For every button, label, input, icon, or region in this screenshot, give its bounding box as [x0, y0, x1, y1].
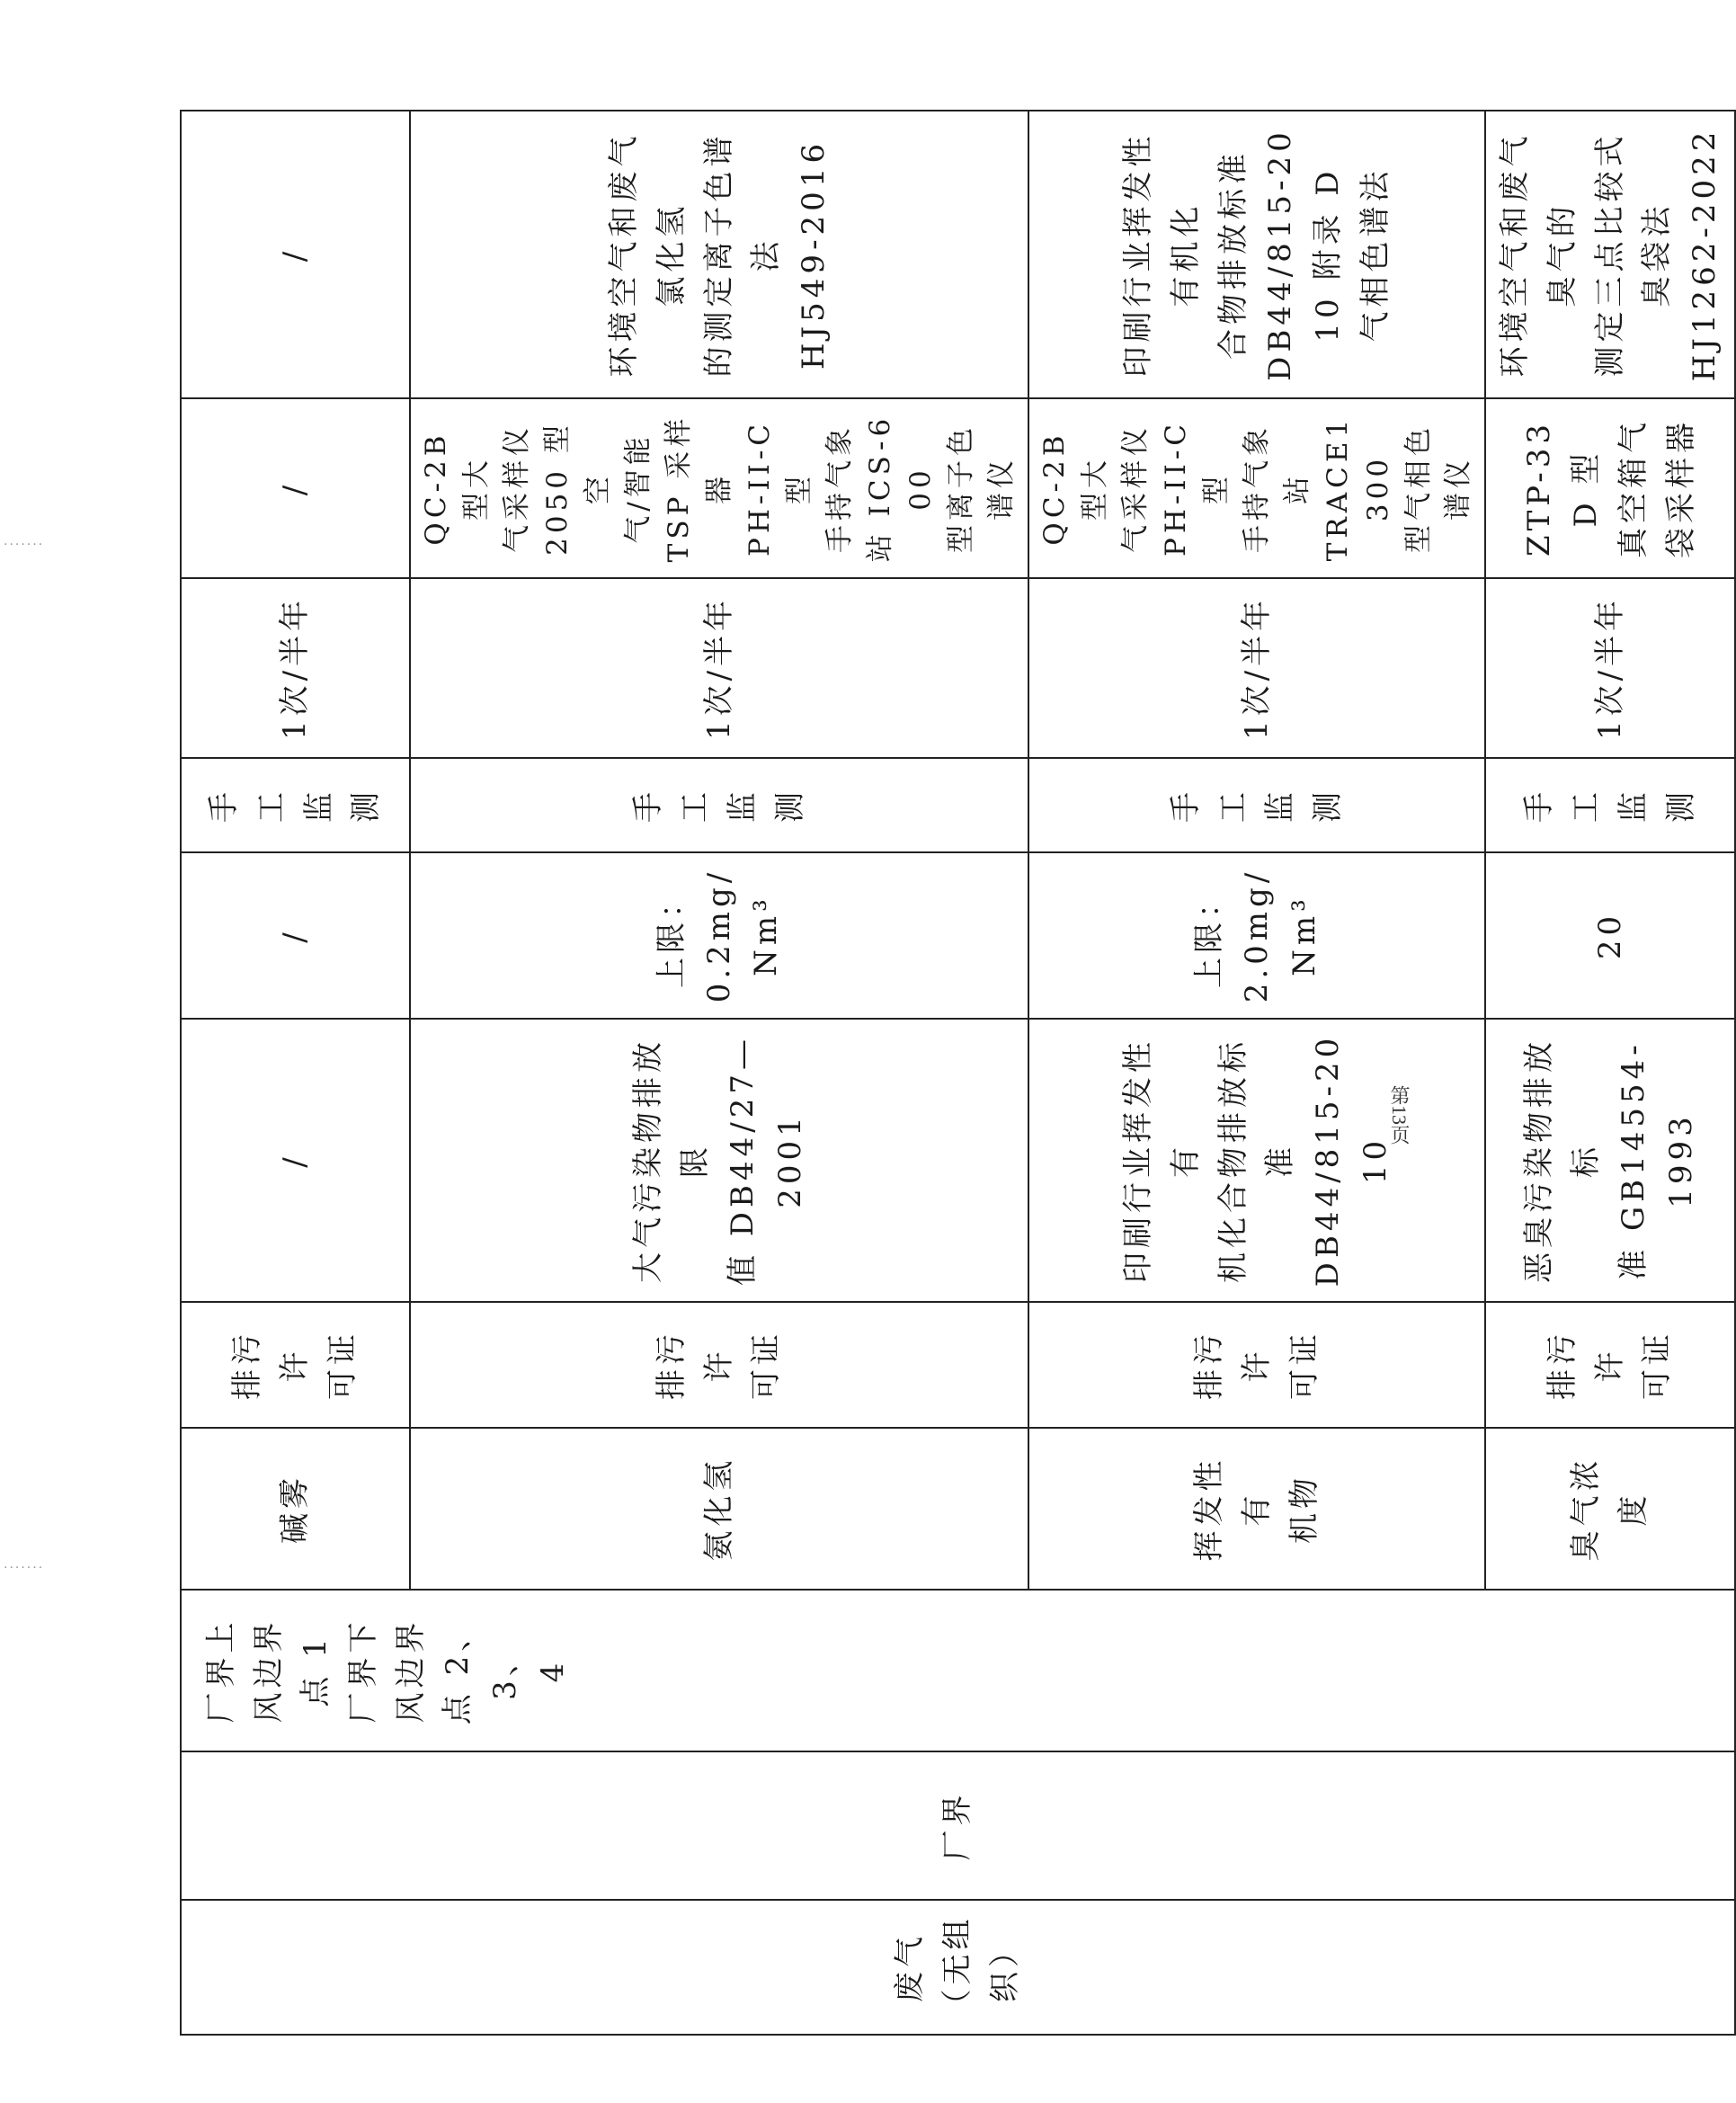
pollutant-cell: 臭气浓度 — [1485, 1428, 1734, 1590]
instrument-cell: QC-2B 型大 气采样仪 2050 型空 气/智能 TSP 采样器 PH-II-C 型 手持气象 站 ICS-600 型离子色 谱仪 — [410, 398, 1028, 578]
margin-dots: ······· — [4, 1561, 45, 1575]
analysis-method-cell: 环境空气和废气氯化氢 的测定离子色谱法 HJ549-2016 — [410, 111, 1028, 398]
pollutant-cell: 碱雾 — [181, 1428, 410, 1590]
instrument-cell: / — [181, 398, 410, 578]
limit-cell: / — [181, 852, 410, 1019]
frequency-cell: 1次/半年 — [181, 578, 410, 758]
method-cell: 手工 监测 — [181, 758, 410, 852]
basis-cell: 排污许 可证 — [1028, 1302, 1485, 1428]
standard-cell: 恶臭污染物排放标 准 GB14554-1993 — [1485, 1019, 1734, 1302]
pollutant-category-cell: 废气 （无组 织） — [181, 1900, 1735, 2035]
analysis-method-cell: / — [181, 111, 410, 398]
standard-cell: 大气污染物排放限 值 DB44/27—2001 — [410, 1019, 1028, 1302]
table-row — [181, 111, 410, 2035]
instrument-cell: QC-2B 型大 气采样仪 PH-II-C 型 手持气象 站 TRACE1300 型气相色 谱仪 — [1028, 398, 1485, 578]
instrument-cell: ZTP-33D 型 真空箱气 袋采样器 — [1485, 398, 1734, 578]
pollutant-cell: 氨化氢 — [410, 1428, 1028, 1590]
monitoring-point-cell: 厂界上 风边界 点 1 厂界下 风边界 点 2、3、 4 — [181, 1590, 1735, 1751]
method-cell: 手工 监测 — [410, 758, 1028, 852]
frequency-cell: 1次/半年 — [410, 578, 1028, 758]
monitoring-table — [180, 110, 1736, 2036]
method-cell: 手工 监测 — [1485, 758, 1734, 852]
limit-cell: 上限： 2.0mg/Nm³ — [1028, 852, 1485, 1019]
margin-dots: ······· — [4, 538, 45, 552]
standard-cell: / — [181, 1019, 410, 1302]
basis-cell: 排污许 可证 — [410, 1302, 1028, 1428]
pollutant-cell: 挥发性有 机物 — [1028, 1428, 1485, 1590]
basis-cell: 排污许 可证 — [1485, 1302, 1734, 1428]
analysis-method-cell: 环境空气和废气臭气的 测定三点比较式臭袋法 HJ1262-2022 — [1485, 111, 1734, 398]
monitoring-location-cell: 厂界 — [181, 1751, 1735, 1900]
limit-cell: 20 — [1485, 852, 1734, 1019]
frequency-cell: 1次/半年 — [1485, 578, 1734, 758]
frequency-cell: 1次/半年 — [1028, 578, 1485, 758]
limit-cell: 上限： 0.2mg/Nm³ — [410, 852, 1028, 1019]
basis-cell: 排污许 可证 — [181, 1302, 410, 1428]
analysis-method-cell: 印刷行业挥发性有机化 合物排放标准 DB44/815-2010 附录 D 气相色谱法 — [1028, 111, 1485, 398]
method-cell: 手工 监测 — [1028, 758, 1485, 852]
standard-cell: 印刷行业挥发性有 机化合物排放标准 DB44/815-2010 — [1028, 1019, 1485, 1302]
page-number: 第13页 — [1388, 1085, 1411, 1145]
